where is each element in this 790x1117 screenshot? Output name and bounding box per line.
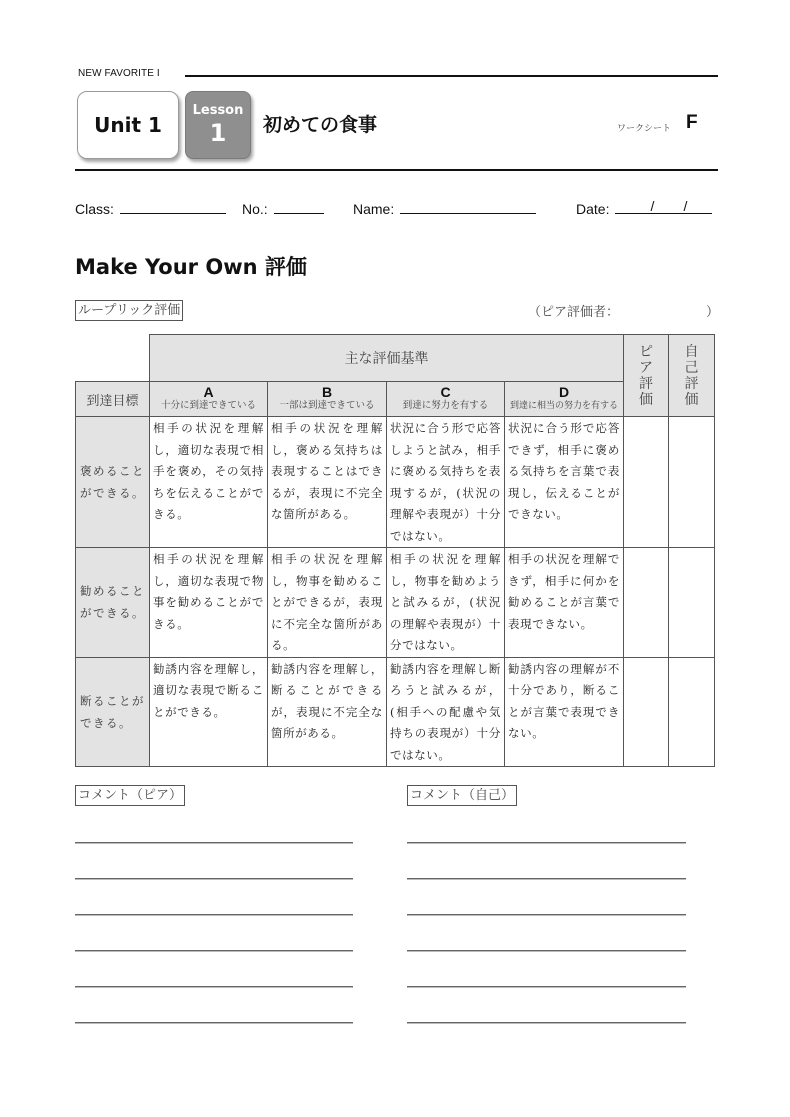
level-description: 十分に到達できている [160,400,256,411]
level-letter: D [558,384,570,400]
self-score-cell[interactable] [669,548,715,658]
level-letter: A [203,384,214,400]
level-letter: B [321,384,333,400]
rubric-table [75,334,715,767]
peer-evaluator-field [528,301,720,320]
level-header-b [268,382,387,417]
peer-eval-header-char: ピ [639,343,653,360]
lesson-label: Lesson [192,103,244,118]
level-header-d [505,382,624,417]
comment-writing-line [407,1022,686,1024]
self-eval-header-char: 己 [684,359,699,376]
peer-comment-label: コメント（ピア） [75,785,185,806]
criterion-cell: 相手の状況を理解し，適切な表現で相手を褒め，その気持ちを伝えることができる。 [150,417,268,548]
name-field [353,199,536,217]
level-description: 一部は到達できている [279,400,375,411]
table-corner [76,335,150,382]
goal-decline: 断ることができる。 [76,657,150,767]
comment-writing-line [407,914,686,916]
level-header-a [150,382,268,417]
date-separator: / [683,198,688,214]
comment-writing-line [75,950,353,952]
name-label: Name: [353,201,395,217]
comment-writing-line [75,842,353,844]
comment-writing-line [407,878,686,880]
self-score-cell[interactable] [669,657,715,767]
criterion-cell: 相手の状況を理解し，物事を勧めることができるが，表現に不完全な箇所がある。 [268,548,387,658]
goal-recommend: 勧めることができる。 [76,548,150,658]
section-title: Make Your Own 評価 [75,255,307,279]
level-header-c [387,382,505,417]
number-input[interactable] [274,199,324,214]
class-field [75,199,226,217]
peer-score-cell[interactable] [624,548,669,658]
number-label: No.: [242,201,268,217]
student-info-row [75,199,718,219]
lesson-title: 初めての食事 [263,114,378,136]
date-input[interactable] [615,199,712,214]
worksheet-label: ワークシート [617,124,672,134]
self-eval-header-char: 評 [684,375,699,392]
table-row [76,657,715,767]
comment-writing-line [407,842,686,844]
date-label: Date: [576,201,610,217]
comment-writing-line [75,1022,353,1024]
goal-header: 到達目標 [76,382,150,417]
criterion-cell: 勧誘内容を理解し，適切な表現で断ることができる。 [150,657,268,767]
worksheet-letter: F [686,112,698,133]
table-row [76,548,715,658]
self-score-cell[interactable] [669,417,715,548]
peer-evaluator-label: （ピア評価者： [528,305,620,320]
peer-score-cell[interactable] [624,417,669,548]
peer-eval-header-char: 価 [639,391,653,408]
unit-badge: Unit 1 [77,91,179,159]
comment-writing-line [407,950,686,952]
self-eval-header-char: 自 [684,343,699,360]
self-eval-header-char: 価 [684,391,699,408]
lesson-badge [185,91,251,159]
header-rule [75,169,718,171]
table-row [76,417,715,548]
comment-writing-line [75,914,353,916]
level-description: 到達に相当の努力を有する [509,401,618,411]
criterion-cell: 勧誘内容の理解が不十分であり，断ることが言葉で表現できない。 [505,657,624,767]
top-rule [185,75,718,77]
criterion-cell: 相手の状況を理解し，適切な表現で物事を勧めることができる。 [150,548,268,658]
class-label: Class: [75,201,114,217]
criterion-cell: 状況に合う形で応答しようと試み，相手に褒める気持ちを表現するが，(状況の理解や表現が）十分ではない。 [387,417,505,548]
criterion-cell: 状況に合う形で応答できず，相手に褒める気持ちを言葉で表現し，伝えることができない。 [505,417,624,548]
level-letter: C [440,384,451,400]
comment-writing-line [407,986,686,988]
self-comment-area[interactable] [407,842,686,1058]
level-description: 到達に努力を有する [402,400,489,411]
number-field [242,199,324,217]
date-separator: / [650,198,655,214]
peer-evaluator-close: ） [706,305,720,320]
comment-writing-line [75,878,353,880]
peer-eval-header-char: ア [639,359,653,376]
self-comment-label: コメント（自己） [407,785,517,806]
criterion-cell: 相手の状況を理解し，物事を勧めようと試みるが，(状況の理解や表現が）十分ではない。 [387,548,505,658]
comment-writing-line [75,986,353,988]
peer-score-cell[interactable] [624,657,669,767]
class-input[interactable] [120,199,226,214]
peer-eval-header [624,335,669,417]
name-input[interactable] [400,199,536,214]
peer-eval-header-char: 評 [639,375,653,392]
series-name: NEW FAVORITE I [78,68,160,79]
criterion-cell: 勧誘内容を理解し断ろうと試みるが，(相手への配慮や気持ちの表現が）十分ではない。 [387,657,505,767]
lesson-number: 1 [209,119,227,147]
self-eval-header [669,335,715,417]
date-field [576,199,712,217]
rubric-tag: ループリック評価 [75,300,183,321]
criterion-cell: 相手の状況を理解できず，相手に何かを勧めることが言葉で表現できない。 [505,548,624,658]
goal-praise: 褒めることができる。 [76,417,150,548]
criterion-cell: 相手の状況を理解し，褒める気持ちは表現することはできるが，表現に不完全な箇所がある。 [268,417,387,548]
criteria-header: 主な評価基準 [150,335,624,382]
peer-comment-area[interactable] [75,842,353,1058]
criterion-cell: 勧誘内容を理解し，断ることができるが，表現に不完全な箇所がある。 [268,657,387,767]
